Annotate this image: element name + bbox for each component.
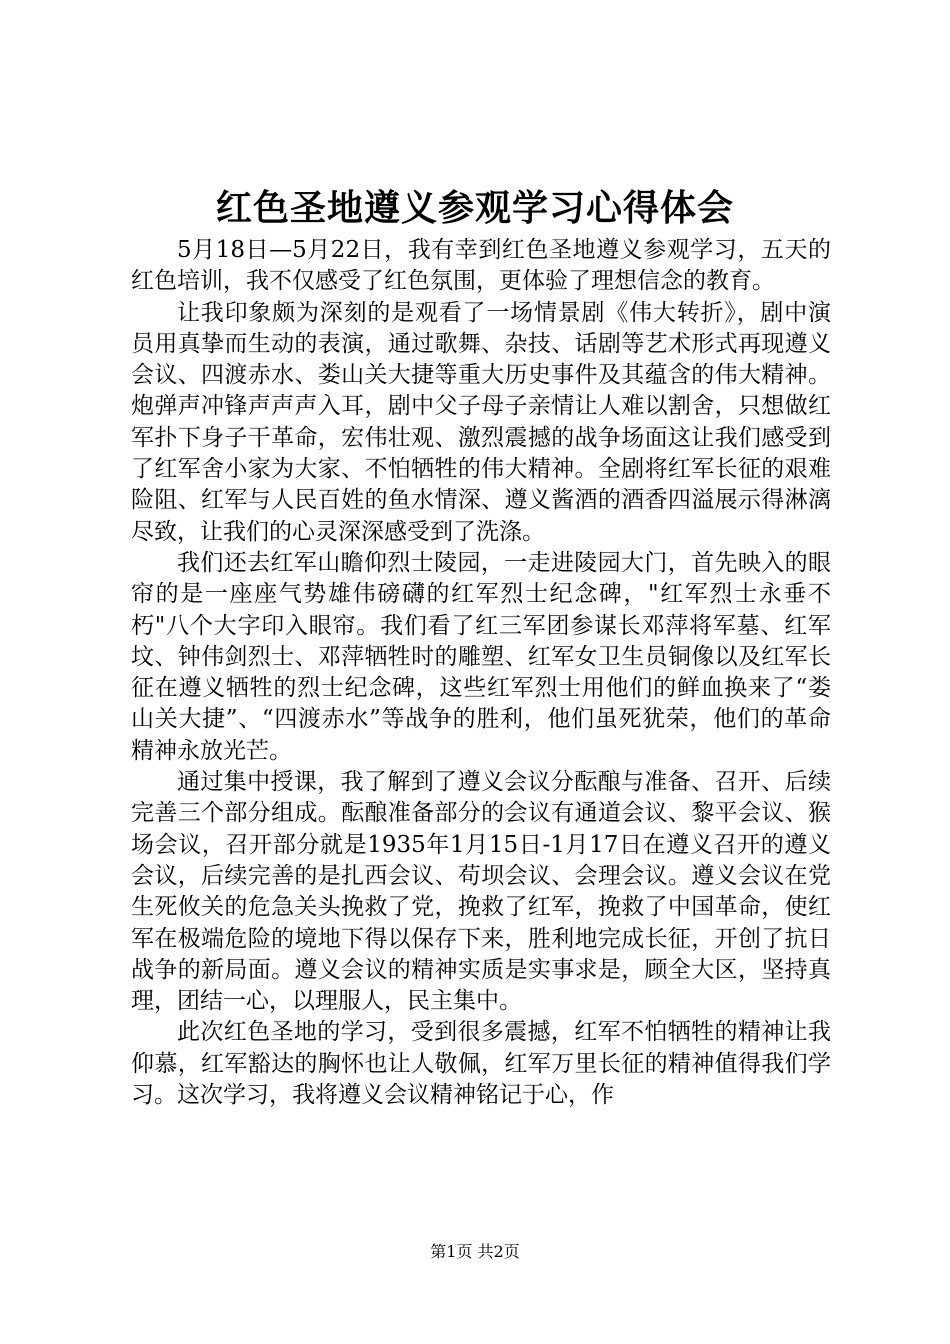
paragraph: 通过集中授课，我了解到了遵义会议分酝酿与准备、召开、后续完善三个部分组成。酝酿准备部分的会议有通道会议、黎平会议、猴场会议，召开部分就是1935年1月15日-1月17日在遵义召开的遵义会议，后续完善的是扎西会议、苟坝会议、会理会议。遵义会议在党生死攸关的危急关头挽救了党，挽救了红军，挽救了中国革命，使红军在极端危险的境地下得以保存下来，胜利地完成长征，开创了抗日战争的新局面。遵义会议的精神实质是实事求是，顾全大区，坚持真理，团结一心，以理服人，民主集中。 <box>131 769 831 1015</box>
document-title: 红色圣地遵义参观学习心得体会 <box>215 187 734 229</box>
paragraph: 此次红色圣地的学习，受到很多震撼，红军不怕牺牲的精神让我仰慕，红军豁达的胸怀也让人敬佩，红军万里长征的精神值得我们学习。这次学习，我将遵义会议精神铭记于心，作 <box>131 1019 831 1109</box>
paragraph: 5月18日—5月22日，我有幸到红色圣地遵义参观学习，五天的红色培训，我不仅感受了红色氛围，更体验了理想信念的教育。 <box>131 237 831 295</box>
page-footer: 第1页 共2页 <box>430 1242 520 1261</box>
paragraph: 让我印象颇为深刻的是观看了一场情景剧《伟大转折》，剧中演员用真挚而生动的表演，通过歌舞、杂技、话剧等艺术形式再现遵义会议、四渡赤水、娄山关大捷等重大历史事件及其蕴含的伟大精神。炮弹声冲锋声声声入耳，剧中父子母子亲情让人难以割舍，只想做红军扑下身子干革命，宏伟壮观、激烈震撼的战争场面这让我们感受到了红军舍小家为大家、不怕牺牲的伟大精神。全剧将红军长征的艰难险阻、红军与人民百姓的鱼水情深、遵义酱酒的酒香四溢展示得淋漓尽致，让我们的心灵深深感受到了洗涤。 <box>131 299 831 545</box>
paragraph: 我们还去红军山瞻仰烈士陵园，一走进陵园大门，首先映入的眼帘的是一座座气势雄伟磅礴的红军烈士纪念碑，"红军烈士永垂不朽"八个大字印入眼帘。我们看了红三军团参谋长邓萍将军墓、红军坟、钟伟剑烈士、邓萍牺牲时的雕塑、红军女卫生员铜像以及红军长征在遵义牺牲的烈士纪念碑，这些红军烈士用他们的鲜血换来了“娄山关大捷”、“四渡赤水”等战争的胜利，他们虽死犹荣，他们的革命精神永放光芒。 <box>131 549 831 764</box>
document-body <box>131 235 831 1111</box>
